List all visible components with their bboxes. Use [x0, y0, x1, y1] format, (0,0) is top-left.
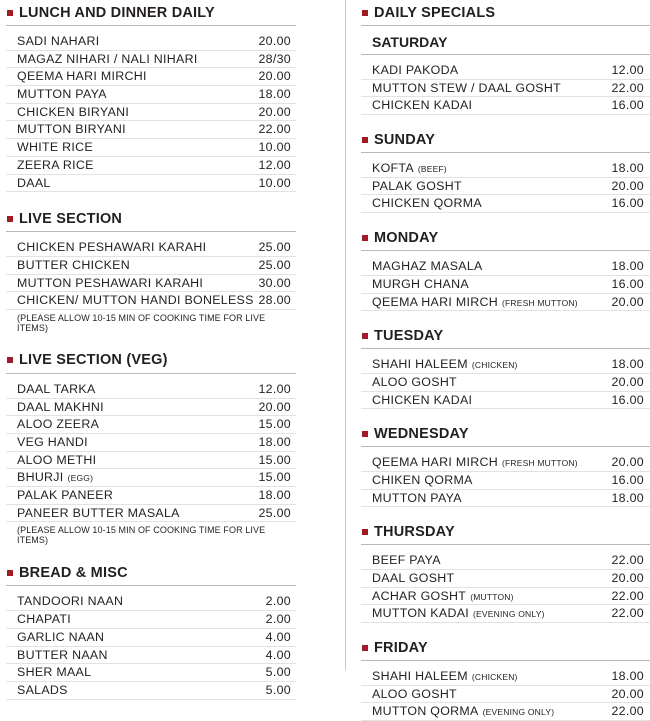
menu-item [361, 294, 650, 312]
section-header [361, 0, 650, 26]
menu-items [361, 153, 650, 213]
item-name: DAAL MAKHNI [17, 399, 104, 414]
menu-item [6, 647, 296, 665]
item-price: 20.00 [611, 178, 644, 193]
column-divider [345, 0, 346, 670]
item-price: 2.00 [265, 612, 291, 627]
menu-item [361, 392, 650, 410]
menu-item [361, 454, 650, 472]
red-square-icon [362, 431, 368, 437]
item-price: 22.00 [611, 588, 644, 603]
item-name: KADI PAKODA [372, 63, 459, 77]
item-name: DAAL TARKA [17, 381, 96, 396]
item-name: KOFTA [372, 161, 414, 176]
item-name: ALOO GOSHT [372, 374, 457, 389]
menu-item [6, 487, 296, 505]
menu-item [361, 80, 650, 98]
item-name-group [372, 276, 469, 293]
item-name: MUTTON PESHAWARI KARAHI [17, 275, 204, 290]
day-section [361, 30, 650, 115]
item-price: 20.00 [611, 374, 644, 389]
right-column [361, 0, 650, 721]
item-name-group [17, 505, 180, 522]
item-name-group [17, 104, 129, 121]
item-price: 5.00 [265, 665, 291, 680]
item-price: 16.00 [611, 276, 644, 291]
day-title: SUNDAY [374, 131, 436, 148]
cooking-time-note: (PLEASE ALLOW 10-15 MIN OF COOKING TIME FOR LIVE ITEMS) [17, 525, 266, 546]
item-note: (FRESH MUTTON) [501, 458, 578, 469]
section-live [6, 206, 296, 333]
item-price: 4.00 [265, 629, 291, 644]
menu-item [361, 605, 650, 623]
item-name: SHAHI HALEEM [372, 669, 468, 684]
menu-item [361, 686, 650, 704]
menu-item [361, 703, 650, 721]
menu-item [6, 139, 296, 157]
menu-item [6, 157, 296, 175]
item-price: 2.00 [265, 594, 291, 609]
red-square-icon [7, 357, 13, 363]
item-name-group [372, 178, 462, 195]
item-name: CHIKEN QORMA [372, 472, 473, 487]
item-name: MUTTON STEW / DAAL GOSHT [372, 80, 561, 95]
item-name: DAAL GOSHT [372, 571, 455, 585]
item-name-group [17, 139, 93, 156]
item-name: SALADS [17, 682, 68, 697]
item-price: 28/30 [258, 51, 291, 66]
item-name: ALOO GOSHT [372, 686, 457, 701]
item-name-group [17, 611, 71, 628]
item-name: BUTTER CHICKEN [17, 257, 130, 272]
item-name: ALOO ZEERA [17, 417, 100, 432]
item-name: PALAK PANEER [17, 488, 114, 503]
item-name-group [17, 175, 51, 192]
item-name-group [372, 195, 482, 212]
item-price: 18.00 [611, 161, 644, 176]
item-name: TANDOORI NAAN [17, 594, 124, 609]
item-price: 16.00 [611, 98, 644, 113]
menu-item [361, 62, 650, 80]
item-name-group [372, 258, 483, 275]
item-name-group [372, 570, 454, 587]
day-section [361, 127, 650, 213]
menu-item [361, 258, 650, 276]
cooking-time-note: (PLEASE ALLOW 10-15 MIN OF COOKING TIME FOR LIVE ITEMS) [17, 312, 266, 333]
menu-item [361, 552, 650, 570]
menu-item [6, 399, 296, 417]
item-name-group [372, 80, 561, 97]
item-name-group [372, 588, 514, 606]
menu-item [6, 239, 296, 257]
item-note: (FRESH MUTTON) [501, 297, 578, 308]
item-name-group [372, 605, 545, 623]
red-square-icon [362, 333, 368, 339]
red-square-icon [7, 216, 13, 222]
section-title: LIVE SECTION (VEG) [19, 352, 168, 369]
menu-item [361, 356, 650, 374]
item-name: SHER MAAL [17, 665, 92, 680]
menu-item [6, 86, 296, 104]
menu-item [361, 472, 650, 490]
red-square-icon [362, 137, 368, 143]
day-header [361, 127, 650, 153]
item-name-group [372, 552, 441, 569]
item-name-group [17, 86, 107, 103]
item-name: SHAHI HALEEM [372, 357, 468, 372]
item-name-group [17, 434, 88, 451]
item-name: MUTTON QORMA [372, 704, 479, 719]
day-section [361, 421, 650, 507]
item-name-group [17, 682, 68, 699]
item-price: 25.00 [258, 505, 291, 520]
menu-items [361, 661, 650, 721]
item-name-group [372, 686, 457, 703]
item-name-group [17, 257, 130, 274]
item-name-group [372, 160, 447, 178]
menu-item [6, 434, 296, 452]
item-note: (BEEF) [417, 164, 447, 175]
item-price: 10.00 [258, 175, 291, 190]
day-title: WEDNESDAY [374, 425, 469, 442]
item-note: (EGG) [67, 473, 94, 484]
menu-items [6, 232, 296, 310]
item-name: CHICKEN KADAI [372, 392, 473, 407]
item-price: 30.00 [258, 275, 291, 290]
item-name-group [372, 668, 518, 686]
menu-item [361, 178, 650, 196]
menu-items [361, 55, 650, 115]
item-note: (CHICKEN) [471, 360, 518, 371]
item-name-group [17, 381, 96, 398]
menu-items [361, 545, 650, 623]
item-price: 18.00 [611, 490, 644, 505]
item-price: 5.00 [265, 682, 291, 697]
day-header [361, 519, 650, 545]
menu-item [6, 505, 296, 523]
menu-items [6, 26, 296, 192]
item-name-group [372, 356, 518, 374]
item-name-group [372, 294, 578, 312]
menu-item [361, 160, 650, 178]
item-price: 20.00 [258, 34, 291, 48]
item-price: 22.00 [258, 122, 291, 137]
item-price: 20.00 [611, 294, 644, 309]
item-price: 25.00 [258, 257, 291, 272]
item-price: 16.00 [611, 392, 644, 407]
item-name-group [372, 454, 578, 472]
menu-item [361, 276, 650, 294]
item-price: 25.00 [258, 240, 291, 255]
day-section [361, 635, 650, 721]
red-square-icon [362, 645, 368, 651]
menu-item [6, 664, 296, 682]
red-square-icon [362, 235, 368, 241]
item-price: 20.00 [258, 69, 291, 84]
item-name: SADI NAHARI [17, 34, 100, 48]
item-price: 22.00 [611, 704, 644, 719]
menu-items [361, 251, 650, 311]
menu-item [6, 381, 296, 399]
item-name: WHITE RICE [17, 140, 93, 155]
section-bread [6, 560, 296, 699]
item-name: CHICKEN BIRYANI [17, 104, 130, 119]
menu-item [6, 292, 296, 310]
day-title: FRIDAY [374, 639, 428, 656]
menu-item [361, 668, 650, 686]
item-name-group [17, 647, 108, 664]
menu-item [6, 682, 296, 700]
item-name-group [17, 292, 254, 309]
item-price: 18.00 [258, 87, 291, 102]
item-name-group [372, 392, 472, 409]
item-name: CHICKEN QORMA [372, 196, 482, 211]
item-price: 18.00 [611, 357, 644, 372]
item-price: 22.00 [611, 606, 644, 621]
item-name: DAAL [17, 175, 51, 190]
item-name-group [17, 275, 203, 292]
item-name-group [17, 157, 94, 174]
menu-item [361, 570, 650, 588]
menu-item [6, 175, 296, 193]
menu-item [6, 416, 296, 434]
item-name: BHURJI [17, 470, 64, 485]
section-header [6, 348, 296, 374]
menu-item [6, 257, 296, 275]
menu-item [6, 593, 296, 611]
red-square-icon [7, 570, 13, 576]
section-header [6, 0, 296, 26]
menu-item [6, 469, 296, 487]
menu-items [6, 374, 296, 523]
day-title: TUESDAY [374, 327, 444, 344]
item-note: (EVENING ONLY) [473, 609, 545, 620]
item-price: 16.00 [611, 472, 644, 487]
item-name-group [17, 629, 104, 646]
item-name-group [372, 62, 458, 79]
item-price: 20.00 [258, 104, 291, 119]
item-price: 12.00 [258, 381, 291, 396]
item-name-group [372, 472, 473, 489]
item-price: 20.00 [611, 455, 644, 470]
day-title: MONDAY [374, 229, 439, 246]
item-name: MAGHAZ MASALA [372, 259, 483, 274]
item-note: (MUTTON) [470, 591, 514, 602]
item-name-group [372, 490, 462, 507]
menu-item [6, 452, 296, 470]
item-name: CHAPATI [17, 612, 71, 627]
item-name-group [372, 97, 472, 114]
menu-item [361, 97, 650, 115]
menu-item [6, 51, 296, 69]
menu-items [6, 586, 296, 699]
day-title: THURSDAY [374, 523, 455, 540]
menu-item [361, 374, 650, 392]
item-price: 20.00 [611, 686, 644, 701]
menu-item [361, 195, 650, 213]
item-price: 12.00 [258, 157, 291, 172]
menu-item [6, 104, 296, 122]
item-price: 28.00 [258, 293, 291, 308]
menu-item [6, 33, 296, 51]
section-lunch [6, 0, 296, 192]
menu-items [361, 349, 650, 409]
menu-item [361, 490, 650, 508]
item-price: 18.00 [611, 669, 644, 684]
item-name-group [17, 469, 93, 487]
section-title: DAILY SPECIALS [374, 4, 496, 21]
day-title: SATURDAY [372, 34, 448, 50]
item-name: ALOO METHI [17, 452, 97, 467]
item-name-group [17, 664, 91, 681]
item-name: CHICKEN KADAI [372, 98, 473, 113]
section-header [6, 560, 296, 586]
item-name-group [17, 416, 99, 433]
day-header [361, 30, 650, 55]
item-name: PALAK GOSHT [372, 178, 462, 193]
day-header [361, 635, 650, 661]
item-name-group [17, 452, 96, 469]
item-name-group [17, 239, 206, 256]
item-name-group [17, 487, 113, 504]
menu-item [6, 611, 296, 629]
item-name: MUTTON KADAI [372, 606, 469, 621]
day-header [361, 421, 650, 447]
item-price: 18.00 [611, 259, 644, 274]
day-header [361, 225, 650, 251]
item-name: QEEMA HARI MIRCH [372, 455, 498, 470]
item-price: 18.00 [258, 435, 291, 449]
section-live_veg [6, 348, 296, 546]
item-note: (EVENING ONLY) [482, 707, 555, 718]
item-name: CHICKEN PESHAWARI KARAHI [17, 240, 207, 255]
day-header [361, 323, 650, 349]
menu-item [6, 68, 296, 86]
item-name: BEEF PAYA [372, 553, 441, 568]
item-name: QEEMA HARI MIRCH [372, 294, 498, 309]
red-square-icon [362, 10, 368, 16]
item-name-group [17, 593, 123, 610]
item-name-group [372, 703, 554, 721]
menu-item [6, 275, 296, 293]
section-header [6, 206, 296, 232]
menu-item [6, 121, 296, 139]
item-price: 12.00 [611, 63, 644, 77]
item-name: MAGAZ NIHARI / NALI NIHARI [17, 51, 198, 66]
menu-item [6, 629, 296, 647]
item-name-group [372, 374, 457, 391]
item-name: CHICKEN/ MUTTON HANDI BONELESS [17, 293, 254, 308]
item-price: 20.00 [258, 399, 291, 414]
item-name: BUTTER NAAN [17, 647, 108, 662]
item-price: 15.00 [258, 470, 291, 485]
day-section [361, 225, 650, 311]
item-name: MURGH CHANA [372, 276, 469, 291]
item-name: VEG HANDI [17, 435, 88, 449]
item-name: QEEMA HARI MIRCHI [17, 69, 147, 84]
item-price: 22.00 [611, 80, 644, 95]
item-price: 20.00 [611, 571, 644, 585]
item-name-group [17, 399, 104, 416]
menu-items [361, 447, 650, 507]
item-name: PANEER BUTTER MASALA [17, 505, 180, 520]
item-name-group [17, 121, 126, 138]
item-name: MUTTON PAYA [372, 490, 462, 505]
item-name: ZEERA RICE [17, 157, 94, 172]
item-name-group [17, 68, 147, 85]
item-name: ACHAR GOSHT [372, 588, 467, 603]
item-name: MUTTON PAYA [17, 87, 107, 102]
red-square-icon [362, 529, 368, 535]
item-price: 22.00 [611, 553, 644, 568]
section-title: LUNCH AND DINNER DAILY [19, 4, 215, 21]
day-section [361, 519, 650, 623]
red-square-icon [7, 10, 13, 16]
item-price: 18.00 [258, 488, 291, 503]
left-column [6, 0, 296, 700]
item-note: (CHICKEN) [471, 672, 518, 683]
section-title: BREAD & MISC [19, 564, 128, 581]
item-price: 4.00 [265, 647, 291, 662]
item-name: GARLIC NAAN [17, 629, 105, 644]
section-title: LIVE SECTION [19, 210, 123, 227]
item-price: 16.00 [611, 196, 644, 211]
item-price: 15.00 [258, 452, 291, 467]
item-price: 10.00 [258, 140, 291, 155]
item-price: 15.00 [258, 417, 291, 432]
menu-item [361, 588, 650, 606]
item-name-group [17, 51, 198, 68]
item-name-group [17, 33, 99, 50]
day-section [361, 323, 650, 409]
item-name: MUTTON BIRYANI [17, 122, 126, 137]
